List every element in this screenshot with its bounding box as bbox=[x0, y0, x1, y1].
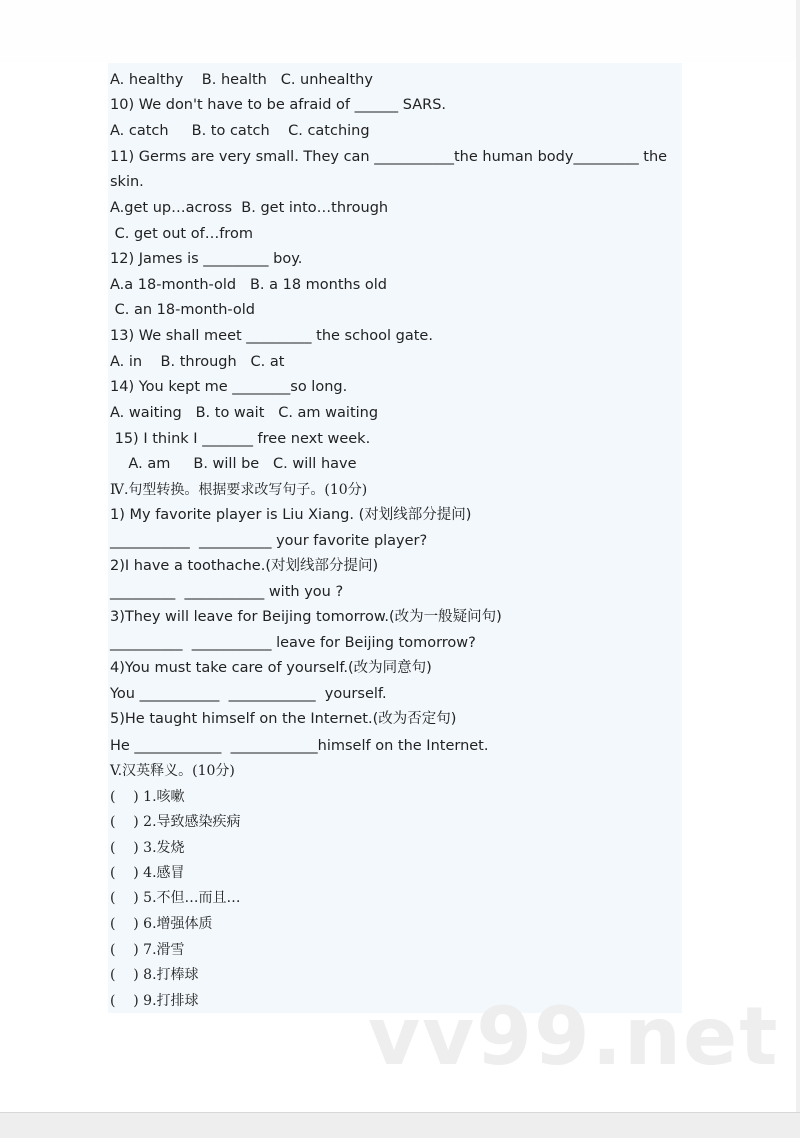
bottom-scrollbar[interactable] bbox=[0, 1112, 800, 1138]
text-line: 14) You kept me ________so long. bbox=[110, 379, 348, 395]
top-band bbox=[0, 0, 800, 62]
text-line: A. waiting B. to wait C. am waiting bbox=[110, 405, 379, 421]
text-line: 5)He taught himself on the Internet.(改为否定句) bbox=[110, 711, 457, 727]
text-line: 11) Germs are very small. They can ___________the human body_________ the bbox=[110, 149, 668, 165]
list-item: ( ) 7.滑雪 bbox=[110, 942, 185, 958]
text-line: A.a 18-month-old B. a 18 months old bbox=[110, 277, 387, 293]
text-line: A. am B. will be C. will have bbox=[110, 456, 357, 472]
list-item: ( ) 4.感冒 bbox=[110, 865, 185, 881]
section-heading: Ⅳ.句型转换。根据要求改写句子。(10分) bbox=[110, 482, 368, 498]
text-line: A.get up…across B. get into…through bbox=[110, 200, 389, 216]
scrollbar-edge[interactable] bbox=[796, 0, 800, 1137]
watermark: vv99.net bbox=[368, 990, 780, 1083]
text-line: 13) We shall meet _________ the school gate. bbox=[110, 328, 433, 344]
text-line: 10) We don't have to be afraid of ______ SARS. bbox=[110, 97, 447, 113]
list-item: ( ) 1.咳嗽 bbox=[110, 789, 185, 805]
text-line: A. catch B. to catch C. catching bbox=[110, 123, 370, 139]
text-line: C. an 18-month-old bbox=[110, 302, 255, 318]
text-line: 2)I have a toothache.(对划线部分提问) bbox=[110, 558, 379, 574]
text-line: 3)They will leave for Beijing tomorrow.(改为一般疑问句) bbox=[110, 609, 502, 625]
list-item: ( ) 5.不但…而且… bbox=[110, 890, 241, 906]
list-item: ( ) 9.打排球 bbox=[110, 993, 199, 1009]
list-item: ( ) 8.打棒球 bbox=[110, 967, 199, 983]
text-line: ___________ __________ your favorite player? bbox=[110, 533, 428, 549]
text-line: __________ ___________ leave for Beijing tomorrow? bbox=[110, 635, 476, 651]
text-line: _________ ___________ with you ? bbox=[110, 584, 344, 600]
text-line: He ____________ ____________himself on the Internet. bbox=[110, 738, 489, 754]
text-line: 1) My favorite player is Liu Xiang. (对划线部分提问) bbox=[110, 507, 472, 523]
text-line: A. healthy B. health C. unhealthy bbox=[110, 72, 373, 88]
text-line: skin. bbox=[110, 174, 144, 190]
text-line: 15) I think I _______ free next week. bbox=[110, 431, 371, 447]
section-heading: V.汉英释义。(10分) bbox=[110, 763, 235, 779]
list-item: ( ) 6.增强体质 bbox=[110, 916, 213, 932]
text-line: 12) James is _________ boy. bbox=[110, 251, 303, 267]
list-item: ( ) 3.发烧 bbox=[110, 840, 185, 856]
list-item: ( ) 2.导致感染疾病 bbox=[110, 814, 241, 830]
text-line: 4)You must take care of yourself.(改为同意句) bbox=[110, 660, 432, 676]
text-line: You ___________ ____________ yourself. bbox=[110, 686, 387, 702]
text-line: A. in B. through C. at bbox=[110, 354, 285, 370]
text-line: C. get out of…from bbox=[110, 226, 253, 242]
